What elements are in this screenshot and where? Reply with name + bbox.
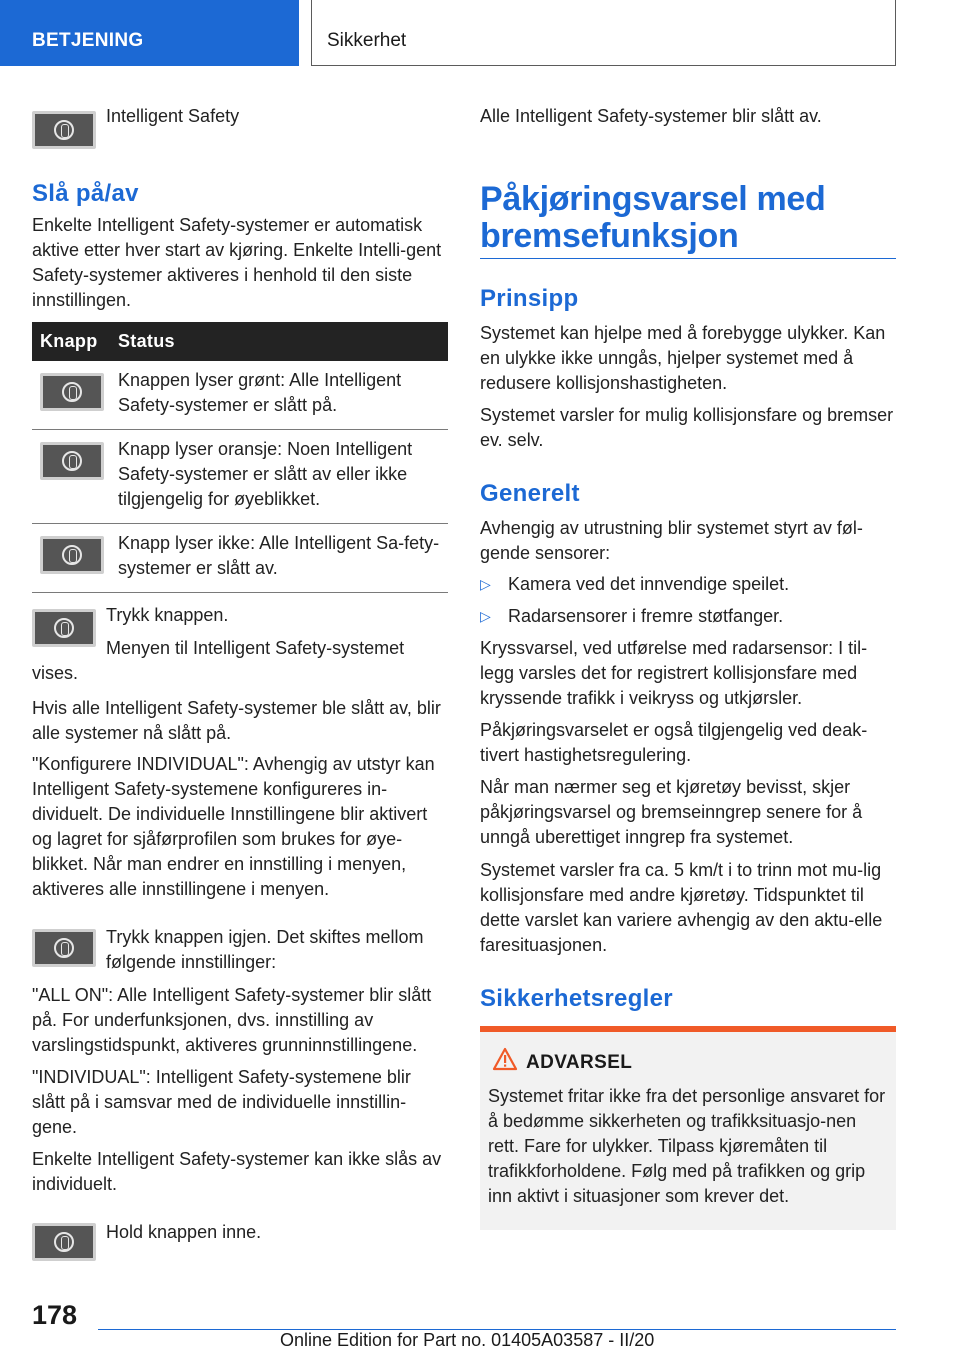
press-button-block	[32, 603, 448, 694]
button-image	[32, 609, 96, 647]
heading-on-off: Slå på/av	[32, 180, 139, 207]
bullet-triangle-icon: ▷	[480, 576, 491, 592]
bullet-triangle-icon: ▷	[480, 608, 491, 624]
paragraph-cannot-disable: Enkelte Intelligent Safety-systemer kan ikke slås av individuelt.	[32, 1149, 442, 1194]
status-cell: Knapp lyser ikke: Alle Intelligent Sa-fety-systemer er slått av.	[106, 524, 448, 593]
heading-principle: Prinsipp	[480, 285, 579, 312]
button-image-green	[40, 373, 104, 411]
shield-car-icon	[62, 545, 82, 565]
heading-general: Generelt	[480, 480, 580, 507]
paragraph-general: Avhengig av utrustning blir systemet styrt av føl-gende sensorer:	[480, 518, 863, 563]
shield-car-icon	[62, 451, 82, 471]
paragraph-all-disabled: Alle Intelligent Safety-systemer blir slått av.	[480, 106, 822, 126]
button-image	[32, 1223, 96, 1261]
list-item: ▷ Radarsensorer i fremre støtfanger.	[480, 604, 896, 629]
paragraph-principle-2: Systemet varsler for mulig kollisjonsfare og bremser ev. selv.	[480, 405, 894, 450]
shield-car-icon	[54, 120, 74, 140]
intelligent-safety-label: Intelligent Safety	[106, 106, 240, 126]
status-table	[32, 322, 448, 593]
hold-button-block	[32, 1220, 448, 1260]
shield-car-icon	[54, 938, 74, 958]
main-heading: Påkjøringsvarsel med bremsefunksjon	[480, 180, 826, 255]
section-title: Sikkerhet	[311, 0, 896, 66]
press-button-text: Trykk knappen.	[106, 605, 229, 625]
shield-car-icon	[62, 382, 82, 402]
warning-triangle-icon	[492, 1047, 518, 1071]
chapter-tab: BETJENING	[0, 0, 299, 66]
status-cell: Knappen lyser grønt: Alle Intelligent Safety-systemer er slått på.	[106, 361, 448, 430]
warning-box	[480, 1026, 896, 1230]
menu-shown-text: Menyen til Intelligent Safety-systemet vises.	[32, 638, 405, 683]
paragraph-all-on: "ALL ON": Alle Intelligent Safety-systemer blir slått på. For underfunksjonen, dvs. innstilling av varslingstidspunkt, aktiveres grunninnstillingene.	[32, 985, 432, 1055]
heading-safety-rules: Sikkerhetsregler	[480, 985, 673, 1012]
button-image	[32, 929, 96, 967]
intelligent-safety-label-row	[32, 104, 448, 144]
paragraph-cross-traffic: Kryssvarsel, ved utførelse med radarsensor: I til-legg varsles det for registrert kollisjonsfare med kryssende trafikk i veikryss og utkjørsler.	[480, 638, 868, 708]
press-again-text: Trykk knappen igjen. Det skiftes mellom følgende innstillinger:	[106, 927, 424, 972]
button-image-off	[40, 536, 104, 574]
table-row	[32, 361, 448, 430]
intelligent-safety-button-image	[32, 111, 96, 149]
hold-button-text: Hold knappen inne.	[106, 1222, 262, 1242]
paragraph-individual: "INDIVIDUAL": Intelligent Safety-systemene blir slått på i samsvar med de individuelle innstillin-gene.	[32, 1067, 411, 1137]
paragraph-warns: Systemet varsler fra ca. 5 km/t i to trinn mot mu-lig kollisjonsfare med andre kjøretøy. Tidspunktet til dette varslet kan variere avhengig av den aktu-elle faresituasjonen.	[480, 860, 883, 955]
page-number: 178	[32, 1300, 78, 1330]
column-header-button: Knapp	[32, 322, 106, 361]
edition-footer: Online Edition for Part no. 01405A03587 - II/20	[280, 1330, 655, 1350]
table-row	[32, 524, 448, 593]
table-row	[32, 430, 448, 524]
shield-car-icon	[54, 618, 74, 638]
paragraph-all-off: Hvis alle Intelligent Safety-systemer ble slått av, blir alle systemer nå slått på.	[32, 698, 441, 743]
column-header-status: Status	[106, 322, 448, 361]
press-again-block	[32, 925, 448, 983]
paragraph-principle-1: Systemet kan hjelpe med å forebygge ulykker. Kan en ulykke ikke unngås, hjelper systemet med å redusere kollisjonshastigheten.	[480, 323, 886, 393]
heading-rule	[480, 258, 896, 259]
warning-text: Systemet fritar ikke fra det personlige ansvaret for å bedømme sikkerheten og trafikksituasjo-nen rett. Fare for ulykker. Tilpass kjøremåten til trafikkforholdene. Følg med på trafikken og grip inn aktivt i situasjoner som krever det.	[488, 1086, 886, 1206]
status-cell: Knapp lyser oransje: Noen Intelligent Safety-systemer er slått av eller ikke tilgjengelig for øyeblikket.	[106, 430, 448, 524]
shield-car-icon	[54, 1232, 74, 1252]
paragraph-approach: Når man nærmer seg et kjøretøy bevisst, skjer påkjøringsvarsel og bremseinngrep senere for å unngå uberettiget inngrep fra systemet.	[480, 777, 863, 847]
paragraph-deactivated: Påkjøringsvarselet er også tilgjengelig ved deak-tivert hastighetsregulering.	[480, 720, 868, 765]
list-item: ▷ Kamera ved det innvendige speilet.	[480, 572, 896, 597]
paragraph-auto-active: Enkelte Intelligent Safety-systemer er automatisk aktive etter hver start av kjøring. Enkelte Intelli-gent Safety-systemer aktiveres i henhold til den siste innstillingen.	[32, 215, 442, 310]
button-image-orange	[40, 442, 104, 480]
warning-title: ADVARSEL	[526, 1052, 888, 1074]
paragraph-configure: "Konfigurere INDIVIDUAL": Avhengig av utstyr kan Intelligent Safety-systemene konfigureres in-dividuelt. De individuelle Innstillingene blir aktivert og lagret for sjåførprofilen som brukes for øye-blikket. Når man endrer en innstilling i menyen, aktiveres alle innstillingene i menyen.	[32, 754, 435, 899]
